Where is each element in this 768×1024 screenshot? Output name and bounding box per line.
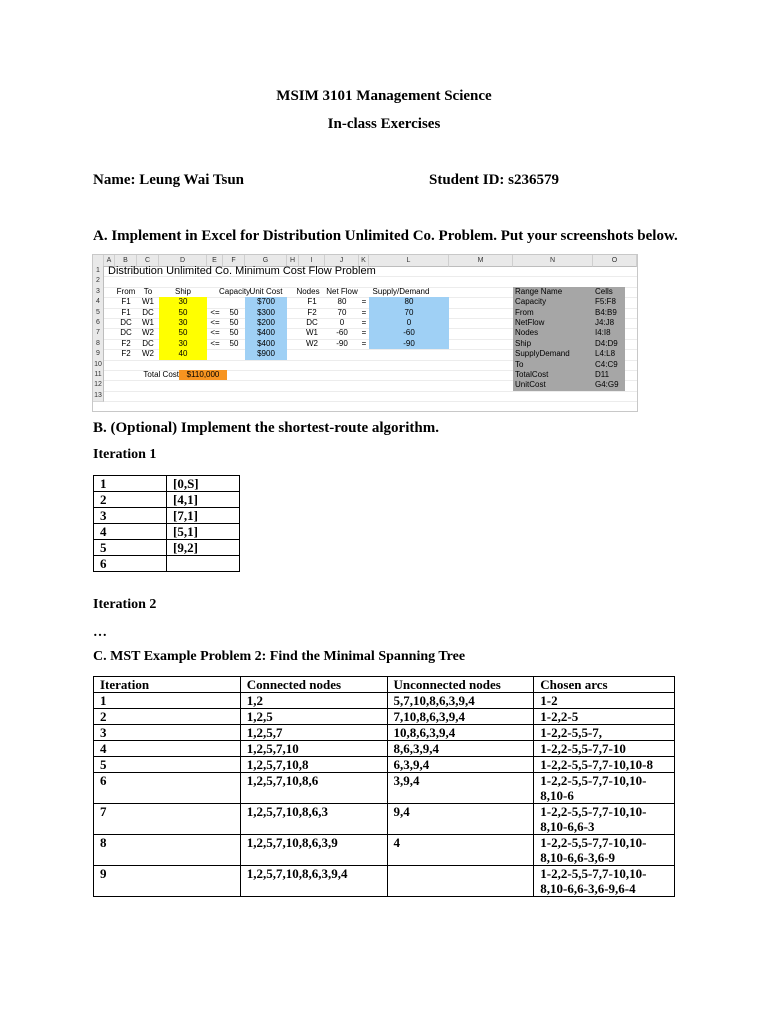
range-cells: L4:L8 [593,349,625,359]
iteration1-label: Iteration 1 [93,447,157,462]
unconnected-nodes-cell: 7,10,8,6,3,9,4 [387,709,534,725]
node-eq: = [361,307,367,317]
range-name: Nodes [513,328,593,338]
header-cells: Cells [593,287,625,297]
node-net-flow: 0 [339,318,345,327]
mst-header-row [94,677,675,693]
column-header: L [369,255,449,267]
unconnected-nodes-cell: 4 [387,835,534,866]
node-supply-demand: -60 [369,328,449,338]
unconnected-nodes-cell: 5,7,10,8,6,3,9,4 [387,693,534,709]
column-header: Iteration [94,677,241,693]
column-header: K [359,255,369,267]
row-header: 2 [93,276,104,287]
mst-row [94,757,675,773]
node-cell: 1 [94,476,167,492]
node-net-flow: -60 [336,328,348,338]
chosen-arcs-cell: 1-2,2-5,5-7,7-10,10-8,10-6,6-3 [534,804,675,835]
arc-unit-cost: $300 [245,308,287,318]
mst-table [93,676,675,897]
iteration1-row [94,476,240,492]
iteration-cell: 2 [94,709,241,725]
arc-unit-cost: $200 [245,318,287,328]
row-header: 9 [93,349,104,360]
arc-capacity: 50 [229,318,239,327]
connected-nodes-cell: 1,2,5,7,10,8,6,3,9,4 [240,866,387,897]
iteration1-row [94,492,240,508]
column-header: D [159,255,207,267]
node-supply-demand: 80 [369,297,449,307]
sheet-title: Distribution Unlimited Co. Minimum Cost Flow Problem [108,265,376,277]
connected-nodes-cell: 1,2 [240,693,387,709]
unconnected-nodes-cell: 9,4 [387,804,534,835]
mst-row [94,725,675,741]
label-cell [167,556,240,572]
node-net-flow: -90 [336,338,348,348]
label-cell: [4,1] [167,492,240,508]
node-eq: = [361,318,367,327]
node-name: DC [306,318,318,327]
column-header: M [449,255,513,267]
arc-from: F2 [121,338,131,348]
range-cells: C4:C9 [593,360,625,370]
arc-to: DC [142,307,154,317]
arc-unit-cost: $700 [245,297,287,307]
row-header: 4 [93,297,104,308]
arc-le: <= [210,328,220,338]
section-a-heading: A. Implement in Excel for Distribution Unlimited Co. Problem. Put your screenshots below. [93,228,678,244]
iteration-cell: 1 [94,693,241,709]
arc-le: <= [210,307,220,317]
chosen-arcs-cell: 1-2,2-5 [534,709,675,725]
header-from: From [116,286,136,296]
node-eq: = [361,328,367,338]
header-range-name: Range Name [513,287,593,297]
arc-from: F1 [121,307,131,317]
row-header: 12 [93,380,104,391]
chosen-arcs-cell: 1-2 [534,693,675,709]
ellipsis: … [93,625,107,640]
label-cell: [9,2] [167,540,240,556]
iteration-cell: 3 [94,725,241,741]
arc-le: <= [210,318,220,327]
mst-row [94,835,675,866]
arc-from: F1 [121,297,131,307]
range-cells: B4:B9 [593,308,625,318]
range-name: To [513,360,593,370]
range-name: NetFlow [513,318,593,328]
arc-ship: 50 [159,328,207,338]
connected-nodes-cell: 1,2,5,7,10,8,6 [240,773,387,804]
row-header: 7 [93,328,104,339]
page-subtitle: In-class Exercises [327,116,441,132]
unconnected-nodes-cell: 10,8,6,3,9,4 [387,725,534,741]
range-name: TotalCost [513,370,593,380]
row-header: 10 [93,360,104,371]
iteration1-row [94,556,240,572]
header-unit-cost: Unit Cost [249,286,283,296]
grid-line [104,401,637,402]
arc-le: <= [210,338,220,348]
row-header: 1 [93,266,104,277]
arc-ship: 50 [159,308,207,318]
range-name: UnitCost [513,380,593,390]
column-header: I [299,255,325,267]
arc-unit-cost: $400 [245,328,287,338]
arc-to: W2 [142,328,154,338]
column-header: N [513,255,593,267]
column-header: E [207,255,223,267]
column-header: J [325,255,359,267]
mst-row [94,709,675,725]
arc-to: W1 [142,297,154,307]
chosen-arcs-cell: 1-2,2-5,5-7,7-10,10-8,10-6 [534,773,675,804]
connected-nodes-cell: 1,2,5,7,10,8,6,3 [240,804,387,835]
grid-line [104,391,637,392]
arc-from: DC [120,328,132,338]
node-supply-demand: -90 [369,339,449,349]
course-title: MSIM 3101 Management Science [276,88,492,104]
range-cells: D11 [593,370,625,380]
chosen-arcs-cell: 1-2,2-5,5-7, [534,725,675,741]
label-cell: [7,1] [167,508,240,524]
arc-from: F2 [121,349,131,359]
column-header: O [593,255,637,267]
arc-le [207,349,223,359]
node-cell: 3 [94,508,167,524]
column-header: Unconnected nodes [387,677,534,693]
row-header: 13 [93,391,104,402]
column-header: H [287,255,299,267]
iteration-cell: 4 [94,741,241,757]
arc-capacity: 50 [229,307,239,317]
arc-from: DC [120,318,132,327]
unconnected-nodes-cell: 8,6,3,9,4 [387,741,534,757]
arc-ship: 30 [159,297,207,307]
arc-capacity [223,297,245,307]
node-net-flow: 80 [337,297,347,307]
row-header: 3 [93,287,104,298]
unconnected-nodes-cell: 3,9,4 [387,773,534,804]
range-cells: J4:J8 [593,318,625,328]
node-net-flow: 70 [337,307,347,317]
arc-capacity: 50 [229,328,239,338]
node-supply-demand: 70 [369,308,449,318]
mst-row [94,741,675,757]
header-to: To [143,286,153,296]
unconnected-nodes-cell: 6,3,9,4 [387,757,534,773]
unconnected-nodes-cell [387,866,534,897]
node-name: W1 [306,328,318,338]
iteration-cell: 5 [94,757,241,773]
range-name: Ship [513,339,593,349]
connected-nodes-cell: 1,2,5 [240,709,387,725]
student-id: Student ID: s236579 [429,172,560,188]
header-capacity: Capacity [219,286,251,296]
connected-nodes-cell: 1,2,5,7,10 [240,741,387,757]
node-supply-demand: 0 [369,318,449,328]
column-header: B [115,255,137,267]
range-name: Capacity [513,297,593,307]
mst-row [94,866,675,897]
node-cell: 6 [94,556,167,572]
row-header: 11 [93,370,104,381]
mst-row [94,804,675,835]
column-header: F [223,255,245,267]
iteration1-row [94,524,240,540]
range-cells: F5:F8 [593,297,625,307]
iteration-cell: 9 [94,866,241,897]
arc-le [207,297,223,307]
node-name: F2 [307,307,317,317]
iteration1-row [94,508,240,524]
iteration-cell: 8 [94,835,241,866]
connected-nodes-cell: 1,2,5,7 [240,725,387,741]
node-eq: = [361,338,367,348]
total-cost-label: Total Cost [143,370,179,379]
column-header: C [137,255,159,267]
arc-ship: 30 [159,339,207,349]
arc-unit-cost: $400 [245,339,287,349]
header-supply-demand: Supply/Demand [372,286,430,296]
student-name: Name: Leung Wai Tsun [93,172,245,188]
node-name: F1 [307,297,317,307]
arc-unit-cost: $900 [245,349,287,359]
label-cell: [5,1] [167,524,240,540]
total-cost-value: $110,000 [179,370,227,380]
arc-capacity [223,349,245,359]
column-header: Chosen arcs [534,677,675,693]
chosen-arcs-cell: 1-2,2-5,5-7,7-10 [534,741,675,757]
row-header: 6 [93,318,104,329]
arc-ship: 30 [159,318,207,328]
node-cell: 4 [94,524,167,540]
column-header: Connected nodes [240,677,387,693]
mst-row [94,693,675,709]
section-c-heading: C. MST Example Problem 2: Find the Minimal Spanning Tree [93,649,466,664]
arc-to: DC [142,338,154,348]
range-cells: G4:G9 [593,380,625,390]
chosen-arcs-cell: 1-2,2-5,5-7,7-10,10-8 [534,757,675,773]
node-eq: = [361,297,367,307]
range-cells: D4:D9 [593,339,625,349]
node-cell: 5 [94,540,167,556]
connected-nodes-cell: 1,2,5,7,10,8 [240,757,387,773]
node-cell: 2 [94,492,167,508]
section-b-heading: B. (Optional) Implement the shortest-route algorithm. [93,420,439,436]
arc-to: W1 [142,318,154,327]
iteration-cell: 7 [94,804,241,835]
iteration2-label: Iteration 2 [93,597,157,612]
chosen-arcs-cell: 1-2,2-5,5-7,7-10,10-8,10-6,6-3,6-9,6-4 [534,866,675,897]
arc-capacity: 50 [229,338,239,348]
iteration-cell: 6 [94,773,241,804]
range-cells: I4:I8 [593,328,625,338]
row-header: 5 [93,308,104,319]
iteration1-row [94,540,240,556]
range-name: From [513,308,593,318]
range-name: SupplyDemand [513,349,593,359]
label-cell: [0,S] [167,476,240,492]
column-header: G [245,255,287,267]
arc-to: W2 [142,349,154,359]
row-header: 8 [93,339,104,350]
iteration1-table [93,475,240,572]
header-ship: Ship [174,286,191,296]
header-net-flow: Net Flow [326,286,358,296]
header-nodes: Nodes [296,286,320,296]
arc-ship: 40 [159,349,207,359]
connected-nodes-cell: 1,2,5,7,10,8,6,3,9 [240,835,387,866]
excel-screenshot [92,254,638,412]
column-header: A [104,255,115,267]
mst-row [94,773,675,804]
chosen-arcs-cell: 1-2,2-5,5-7,7-10,10-8,10-6,6-3,6-9 [534,835,675,866]
node-name: W2 [306,338,318,348]
